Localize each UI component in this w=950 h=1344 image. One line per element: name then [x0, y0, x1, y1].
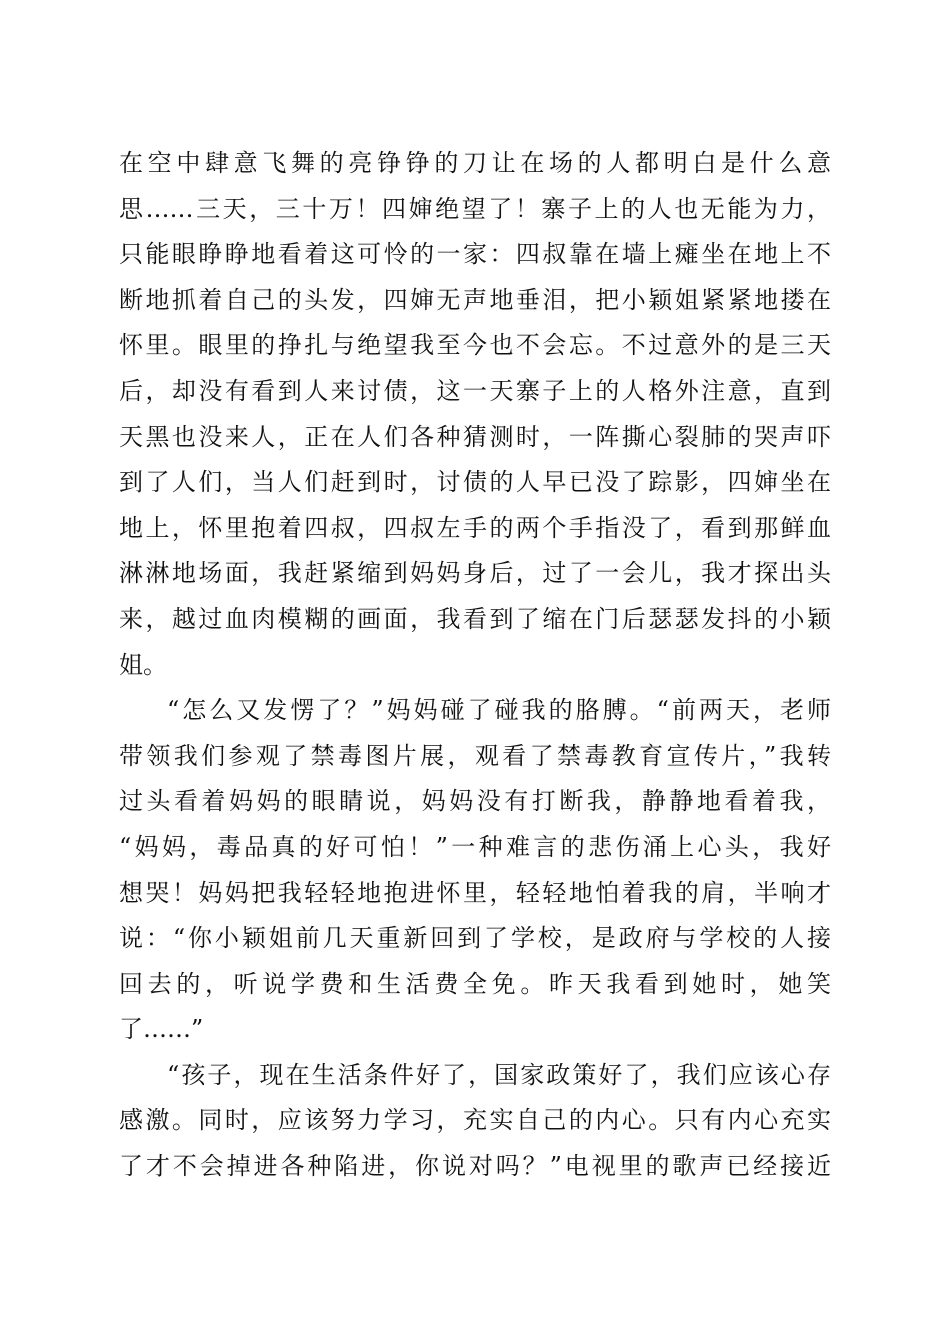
text-line: 在空中肆意飞舞的亮铮铮的刀让在场的人都明白是什么意 [119, 149, 831, 177]
text-line: “怎么又发愣了？”妈妈碰了碰我的胳膊。“前两天，老师 [167, 696, 831, 725]
text-line: 了……” [119, 1015, 204, 1044]
text-line: 淋淋地场面，我赶紧缩到妈妈身后，过了一会儿，我才探出头 [119, 559, 831, 588]
text-line: 断地抓着自己的头发，四婶无声地垂泪，把小颖姐紧紧地搂在 [119, 285, 831, 314]
paragraph-2 [119, 688, 831, 1053]
text-line: “孩子，现在生活条件好了，国家政策好了，我们应该心存 [167, 1060, 831, 1089]
text-line: 天黑也没来人，正在人们各种猜测时，一阵撕心裂肺的哭声吓 [119, 422, 831, 451]
text-line: 怀里。眼里的挣扎与绝望我至今也不会忘。不过意外的是三天 [119, 331, 831, 360]
text-line: 想哭！妈妈把我轻轻地抱进怀里，轻轻地怕着我的肩，半响才 [119, 878, 831, 907]
text-line: 了才不会掉进各种陷进，你说对吗？”电视里的歌声已经接近 [119, 1152, 831, 1181]
text-line: 地上，怀里抱着四叔，四叔左手的两个手指没了，看到那鲜血 [119, 513, 831, 542]
text-line: 姐。 [119, 650, 167, 679]
text-line: 后，却没有看到人来讨债，这一天寨子上的人格外注意，直到 [119, 376, 831, 405]
text-line: 只能眼睁睁地看着这可怜的一家：四叔靠在墙上瘫坐在地上不 [119, 240, 831, 269]
text-line: 思……三天，三十万！四婶绝望了！寨子上的人也无能为力， [119, 194, 831, 223]
paragraph-1 [119, 141, 831, 688]
text-line: 来，越过血肉模糊的画面，我看到了缩在门后瑟瑟发抖的小颖 [119, 604, 831, 633]
text-line: 感激。同时，应该努力学习，充实自己的内心。只有内心充实 [119, 1106, 831, 1135]
text-line: 回去的，听说学费和生活费全免。昨天我看到她时，她笑 [119, 969, 831, 998]
text-line: 说：“你小颖姐前几天重新回到了学校，是政府与学校的人接 [119, 924, 831, 953]
text-line: 到了人们，当人们赶到时，讨债的人早已没了踪影，四婶坐在 [119, 468, 831, 497]
paragraph-3 [119, 1053, 831, 1190]
text-line: “妈妈，毒品真的好可怕！”一种难言的悲伤涌上心头，我好 [119, 832, 831, 861]
body-text [119, 141, 831, 1190]
text-line: 过头看着妈妈的眼睛说，妈妈没有打断我，静静地看着我， [119, 787, 831, 816]
text-line: 带领我们参观了禁毒图片展，观看了禁毒教育宣传片，”我转 [119, 741, 831, 770]
